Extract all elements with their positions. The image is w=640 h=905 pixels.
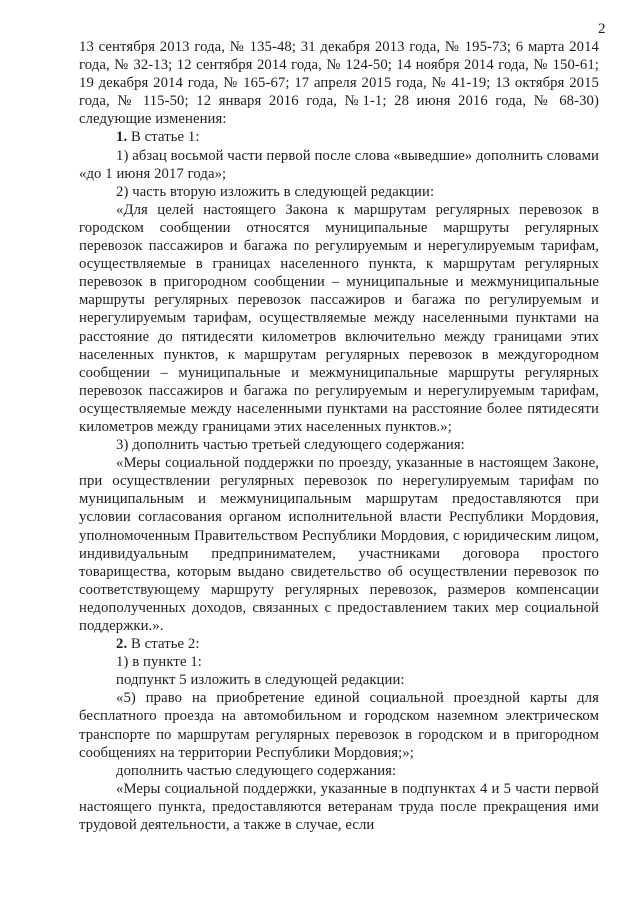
paragraph-article-2-heading [79,635,599,653]
paragraph-quote-part-3 [79,454,599,635]
document-body [79,38,599,834]
paragraph-quote-subpoint-5 [79,689,599,761]
paragraph-item-2 [79,183,599,201]
paragraph-supplement-intro [79,762,599,780]
paragraph-text: В статье 2: [131,636,200,653]
paragraph-text: дополнить частью следующего содержания: [116,762,397,779]
paragraph-amendments-intro [79,38,599,128]
paragraph-article-1-heading [79,128,599,146]
paragraph-text: «Меры социальной поддержки по проезду, указанные в настоящем Законе, при осуществлении регулярных перевозок по нерегулируемым тарифам по муниципальным и межмуниципальным маршрутам предоставляются при условии согласования органом исполнительной власти Республики Мордовия, уполномоченным Правительством Республики Мордовия, с юридическим лицом, индивидуальным предпринимателем, участниками договора простого товарищества, которым выдано свидетельство об осуществлении перевозок по соответствующему маршруту регулярных перевозок, размеров компенсации недополученных доходов, связанных с предоставлением таких мер социальной поддержки.». [79,455,599,634]
paragraph-item-3 [79,436,599,454]
paragraph-item-1-point-1 [79,653,599,671]
paragraph-text: 1) абзац восьмой части первой после слова «выведшие» дополнить словами «до 1 июня 2017 года»; [79,147,599,182]
page-number: 2 [598,21,606,37]
paragraph-text: подпункт 5 изложить в следующей редакции: [116,672,405,689]
paragraph-text: «Для целей настоящего Закона к маршрутам регулярных перевозок в городском сообщении относятся муниципальные маршруты регулярных перевозок пассажиров и багажа по регулируемым и нерегулируемым тарифам, осуществляемые в границах населенного пункта, к маршрутам регулярных перевозок в пригородном сообщении – муниципальные и межмуниципальные маршруты регулярных перевозок пассажиров и багажа по регулируемым и нерегулируемым тарифам, осуществляемые между населенными пунктами на расстояние до пятидесяти километров включительно между границами этих населенных пунктов, к маршрутам регулярных перевозок в междугородном сообщении – муниципальные и межмуниципальные маршруты регулярных перевозок пассажиров и багажа по регулируемым и нерегулируемым тарифам, осуществляемые между населенными пунктами на расстояние более пятидесяти километров между границами этих населенных пунктов.»; [79,201,599,435]
paragraph-text: 3) дополнить частью третьей следующего содержания: [116,437,465,454]
paragraph-text: 2) часть вторую изложить в следующей редакции: [116,183,435,200]
paragraph-item-1 [79,147,599,183]
paragraph-subpoint-5-intro [79,671,599,689]
paragraph-text: В статье 1: [131,129,200,146]
paragraph-text: 13 сентября 2013 года, № 135-48; 31 декабря 2013 года, № 195-73; 6 марта 2014 года, № 32-13; 12 сентября 2014 года, № 124-50; 14 ноября 2014 года, № 150-61; 19 декабря 2014 года, № 165-67; 17 апреля 2015 года, № 41-19; 13 октября 2015 года, № 115-50; 12 января 2016 года, №1-1; 28 июня 2016 года, № 68-30) следующие изменения: [79,39,599,128]
paragraph-text: «Меры социальной поддержки, указанные в подпунктах 4 и 5 части первой настоящего пункта, предоставляются ветеранам труда после прекращения ими трудовой деятельности, а также в случае, если [79,780,599,834]
paragraph-quote-social-support [79,780,599,834]
paragraph-text: «5) право на приобретение единой социальной проездной карты для бесплатного проезда на автомобильном и городском наземном электрическом транспорте по маршрутам регулярных перевозок в городском и в пригородном сообщениях на территории Республики Мордовия;»; [79,690,599,761]
item-number: 2. [116,636,128,653]
item-number: 1. [116,129,128,146]
paragraph-quote-part-2 [79,201,599,436]
paragraph-text: 1) в пункте 1: [116,654,202,671]
